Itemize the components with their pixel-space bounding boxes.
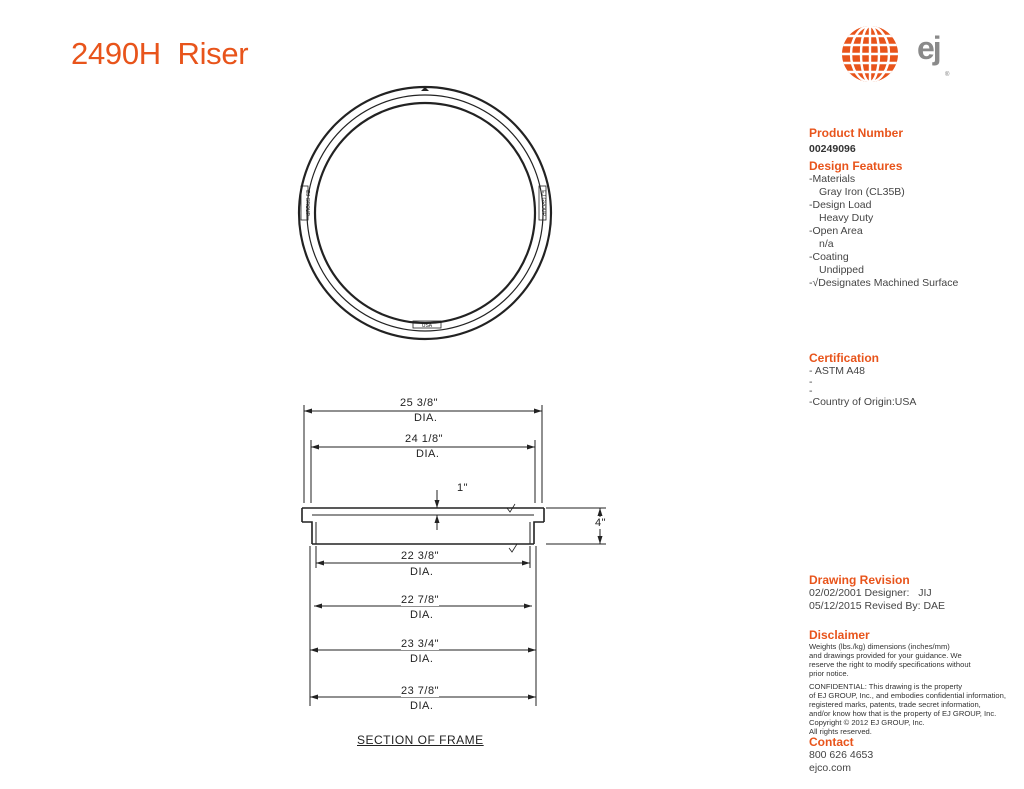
confidential-line-6: All rights reserved. — [809, 727, 872, 736]
dim-24-1-8-dia: DIA. — [416, 448, 440, 460]
disclaimer-line-4: prior notice. — [809, 669, 849, 678]
design-line-coating: -Coating — [809, 251, 849, 263]
revision-value-1: JIJ — [918, 587, 932, 599]
design-line-load-value: Heavy Duty — [819, 212, 874, 224]
ring-right-text: EJ GROUP — [540, 190, 546, 216]
dim-22-7-8: 22 7/8" — [401, 594, 439, 606]
dim-24-1-8: 24 1/8" — [405, 433, 443, 445]
certification-astm: - ASTM A48 — [809, 365, 866, 377]
disclaimer-line-3: reserve the right to modify specifications without — [809, 660, 971, 669]
contact-phone: 800 626 4653 — [809, 749, 874, 761]
revision-date-1: 02/02/2001 — [809, 587, 862, 599]
ring-left-text: EJ GROUP — [304, 190, 310, 216]
ring-inner — [315, 103, 535, 323]
dim-height-4-inch: 4" — [595, 517, 607, 529]
confidential-line-5: Copyright © 2012 EJ GROUP, Inc. — [809, 718, 925, 727]
revision-label-1: Designer: — [864, 587, 910, 599]
ring-bottom-text: USA — [421, 323, 433, 329]
certification-blank-2: - — [809, 385, 813, 397]
contact-heading: Contact — [809, 735, 854, 749]
disclaimer-section — [809, 628, 1021, 736]
dim-25-3-8: 25 3/8" — [400, 397, 438, 409]
dim-22-7-8-dia: DIA. — [410, 609, 434, 621]
ej-logo-letters: ej — [917, 30, 940, 66]
confidential-line-1: CONFIDENTIAL: This drawing is the property — [809, 682, 963, 691]
dim-22-3-8: 22 3/8" — [401, 550, 439, 562]
registered-mark: ® — [945, 72, 950, 78]
design-line-open-area: -Open Area — [809, 225, 863, 237]
page-title: 2490H Riser — [71, 36, 249, 71]
revision-date-2: 05/12/2015 — [809, 600, 862, 612]
certification-heading: Certification — [809, 351, 880, 365]
confidential-line-2: of EJ GROUP, Inc., and embodies confidential information, — [809, 691, 1006, 700]
design-line-open-area-value: n/a — [819, 238, 834, 250]
dim-25-3-8-dia: DIA. — [414, 412, 438, 424]
revision-row-1 — [809, 587, 1021, 600]
design-line-machined: -√Designates Machined Surface — [809, 277, 959, 289]
design-line-material-value: Gray Iron (CL35B) — [819, 186, 905, 198]
contact-web[interactable]: ejco.com — [809, 762, 852, 774]
disclaimer-line-1: Weights (lbs./kg) dimensions (inches/mm) — [809, 642, 950, 651]
certification-section — [809, 351, 1021, 409]
certification-origin-row — [809, 396, 1021, 409]
confidential-line-4: and/or know how that is the property of EJ GROUP, Inc. — [809, 709, 997, 718]
confidential-line-3: registered marks, patents, trade secret information, — [809, 700, 981, 709]
product-number-section — [809, 126, 1021, 290]
certification-origin-label: -Country of Origin: — [809, 396, 895, 408]
drawing-revision-heading: Drawing Revision — [809, 573, 910, 587]
ring-mid — [307, 95, 543, 331]
contact-section — [809, 735, 1021, 775]
revision-row-2 — [809, 600, 1021, 613]
disclaimer-line-2: and drawings provided for your guidance. We — [809, 651, 962, 660]
section-caption: SECTION OF FRAME — [357, 733, 484, 747]
drawing-revision-section — [809, 573, 1021, 613]
revision-label-2: Revised By: — [864, 600, 921, 612]
dim-22-3-8-dia: DIA. — [410, 566, 434, 578]
dim-23-7-8-dia: DIA. — [410, 700, 434, 712]
dim-lip-1-inch: 1" — [457, 482, 469, 494]
revision-value-2: DAE — [923, 600, 946, 612]
dim-23-3-4-dia: DIA. — [410, 653, 434, 665]
product-number-value: 00249096 — [809, 143, 856, 155]
product-number-heading: Product Number — [809, 126, 904, 140]
dim-23-7-8: 23 7/8" — [401, 685, 439, 697]
design-line-load: -Design Load — [809, 199, 872, 211]
design-line-coating-value: Undipped — [819, 264, 864, 276]
design-line-materials: -Materials — [809, 173, 856, 185]
certification-blank-1: - — [809, 376, 813, 388]
ring-outer — [299, 87, 551, 339]
design-features-heading: Design Features — [809, 159, 903, 173]
disclaimer-heading: Disclaimer — [809, 628, 870, 642]
certification-origin-value: USA — [894, 396, 917, 408]
dim-23-3-4: 23 3/4" — [401, 638, 439, 650]
